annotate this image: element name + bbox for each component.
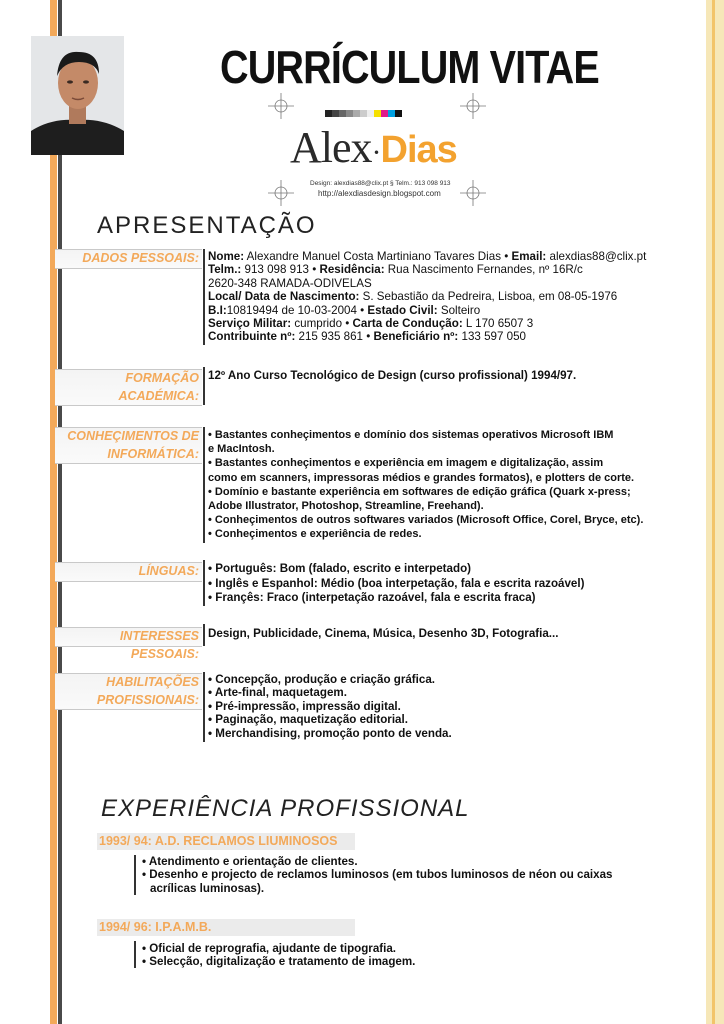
- list-item: • Conheçimentos e experiência de redes.: [208, 528, 422, 541]
- list-item: • Merchandising, promoção ponto de venda.: [208, 726, 452, 740]
- registration-mark-icon: [460, 93, 486, 119]
- section-divider: [203, 367, 205, 405]
- detail-value: cumprido •: [291, 317, 353, 331]
- label-line: PROFISSIONAIS:: [96, 693, 199, 707]
- label-formacao: [55, 369, 203, 405]
- section-divider: [203, 624, 205, 646]
- professional-skills: [208, 673, 452, 740]
- list-item: Adobe Illustrator, Photoshop, Streamline, Freehand).: [208, 500, 484, 513]
- design-contact-line: Design: alexdias88@clix.pt § Telm.: 913 098 913: [310, 180, 451, 187]
- detail-value: alexdias88@clix.pt: [546, 250, 647, 263]
- list-item: • Françês: Fraco (interpetação razoável, fala e escrita fraca): [208, 591, 536, 605]
- registration-mark-icon: [460, 180, 486, 206]
- label-interesses: INTERESSES PESSOAIS:: [119, 629, 199, 661]
- list-item: • Conheçimentos de outros softwares variados (Microsoft Office, Corel, Bryce, etc).: [208, 514, 644, 527]
- detail-key: Contribuinte nº:: [208, 330, 296, 344]
- list-item: • Inglês e Espanhol: Médio (boa interpetação, fala e escrita razoável): [208, 576, 585, 590]
- list-item: • Português: Bom (falado, escrito e interpetado): [208, 562, 472, 575]
- job-duties: [142, 855, 613, 895]
- label-dados-pessoais: DADOS PESSOAIS:: [82, 251, 199, 265]
- list-item: • Bastantes conheçimentos e experiência em imagem e digitalização, assim: [208, 457, 604, 470]
- list-item: • Selecção, digitalização e tratamento de imagem.: [142, 955, 416, 969]
- registration-mark-icon: [268, 180, 294, 206]
- detail-key: Beneficiário nº:: [373, 330, 459, 344]
- label-informatica: [55, 427, 203, 463]
- print-color-bar: [325, 110, 402, 117]
- logo: Alex·Dias: [290, 123, 457, 172]
- portrait-photo: [31, 36, 124, 155]
- detail-key: Nome:: [208, 250, 245, 263]
- list-item: • Paginação, maquetização editorial.: [208, 713, 408, 727]
- section-divider: [203, 249, 205, 345]
- section-divider: [203, 560, 205, 606]
- detail-value: 913 098 913 •: [241, 263, 320, 277]
- detail-line: [208, 304, 646, 317]
- list-item: • Bastantes conheçimentos e domínio dos sistemas operativos Microsoft IBM: [208, 429, 614, 441]
- detail-line: [208, 250, 646, 263]
- label-line: HABILITAÇÕES: [106, 675, 199, 689]
- list-item: como em scanners, impressoras médios e grandes formatos), e plotters de corte.: [208, 471, 635, 484]
- job-duties: [142, 942, 415, 969]
- list-item: e MacIntosh.: [208, 443, 275, 456]
- section-heading-apresentacao: APRESENTAÇÃO: [97, 212, 317, 239]
- detail-line: [208, 290, 646, 303]
- detail-value: Rua Nascimento Fernandes, nº 16R/c: [384, 263, 583, 277]
- list-item: • Concepção, produção e criação gráfica.: [208, 673, 435, 686]
- right-edge-line: [712, 0, 715, 1024]
- blog-url: http://alexdiasdesign.blogspot.com: [318, 189, 441, 198]
- detail-value: Alexandre Manuel Costa Martiniano Tavares Dias •: [244, 250, 512, 263]
- label-habilitacoes: [55, 673, 203, 709]
- detail-key: Carta de Condução:: [352, 317, 463, 331]
- detail-line: [208, 263, 646, 276]
- detail-key: B.I:: [208, 303, 227, 317]
- section-divider: [134, 855, 136, 895]
- list-item: acrílicas luminosas).: [150, 881, 265, 895]
- label-line: INFORMÁTICA:: [107, 447, 199, 461]
- detail-key: Estado Civil:: [367, 303, 438, 317]
- detail-line: [208, 317, 646, 330]
- registration-mark-icon: [268, 93, 294, 119]
- detail-key: Email:: [511, 250, 547, 263]
- detail-value: 133 597 050: [458, 330, 526, 344]
- languages: [208, 562, 584, 606]
- detail-value: 10819494 de 10-03-2004 •: [226, 303, 368, 317]
- section-divider: [203, 672, 205, 742]
- detail-value: Solteiro: [437, 303, 481, 317]
- detail-line: [208, 330, 646, 343]
- computer-skills: [208, 428, 643, 542]
- detail-key: Residência:: [319, 263, 385, 277]
- interests-text: Design, Publicidade, Cinema, Música, Desenho 3D, Fotografia...: [208, 627, 559, 640]
- list-item: • Desenho e projecto de reclamos luminosos (em tubos luminosos de néon ou caixas: [142, 868, 613, 882]
- detail-value: 215 935 861 •: [295, 330, 374, 344]
- list-item: • Oficial de reprografia, ajudante de tipografia.: [142, 942, 397, 955]
- job-title: 1994/ 96: I.P.A.M.B.: [97, 919, 355, 936]
- detail-line: [208, 277, 646, 290]
- list-item: • Pré-impressão, impressão digital.: [208, 699, 401, 713]
- education-text: 12º Ano Curso Tecnológico de Design (curso profissional) 1994/97.: [208, 369, 577, 382]
- list-item: • Domínio e bastante experiência em softwares de edição gráfica (Quark x-press;: [208, 485, 631, 498]
- detail-value: S. Sebastião da Pedreira, Lisboa, em 08-05-1976: [359, 290, 618, 304]
- detail-value: 2620-348 RAMADA-ODIVELAS: [208, 276, 372, 290]
- job-title: 1993/ 94: A.D. RECLAMOS LIUMINOSOS: [97, 833, 355, 850]
- personal-details: [208, 250, 646, 344]
- page-title: CURRÍCULUM VITAE: [220, 41, 599, 93]
- label-line: CONHEÇIMENTOS DE: [67, 429, 199, 443]
- label-linguas: LÍNGUAS:: [138, 564, 199, 578]
- list-item: • Atendimento e orientação de clientes.: [142, 855, 358, 868]
- label-line: ACADÉMICA:: [118, 389, 199, 403]
- list-item: • Arte-final, maquetagem.: [208, 686, 347, 700]
- detail-key: Local/ Data de Nascimento:: [208, 290, 360, 304]
- detail-key: Telm.:: [208, 263, 242, 277]
- section-divider: [203, 427, 205, 543]
- detail-key: Serviço Militar:: [208, 317, 292, 331]
- right-edge-strip: [706, 0, 724, 1024]
- section-heading-experiencia: EXPERIÊNCIA PROFISSIONAL: [101, 795, 470, 822]
- label-line: FORMAÇÃO: [125, 371, 199, 385]
- detail-value: L 170 6507 3: [462, 317, 534, 331]
- section-divider: [134, 941, 136, 968]
